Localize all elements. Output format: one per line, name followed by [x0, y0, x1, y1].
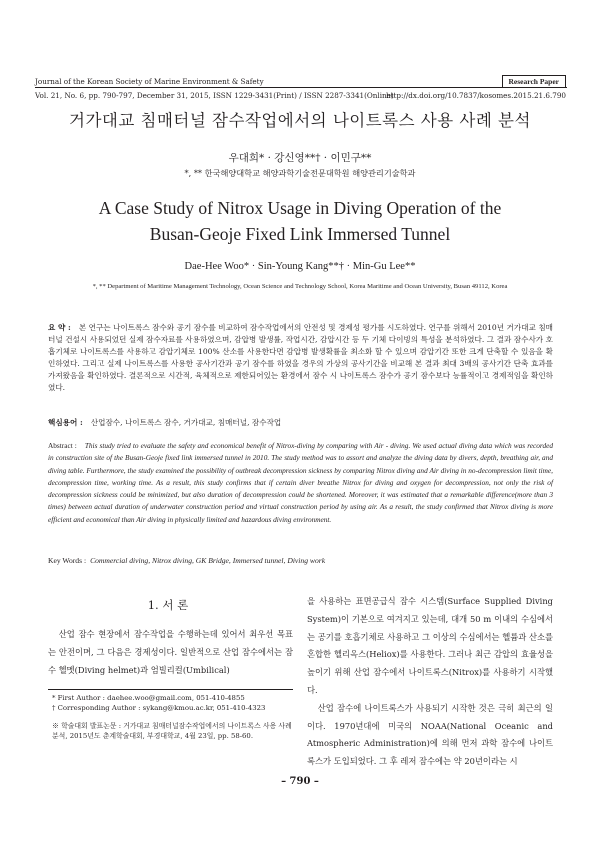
abstract-korean — [48, 322, 553, 395]
footnote-first-author: * First Author : daehee.woo@gmail.com, 051-410-4855 — [52, 694, 245, 702]
footnote-corresponding-author: † Corresponding Author : sykang@kmou.ac.kr, 051-410-4323 — [52, 704, 266, 712]
page-number: – 790 – — [281, 776, 319, 787]
abstract-english-label: Abstract : — [48, 441, 77, 450]
header-rule-top — [35, 87, 567, 88]
keywords-english — [48, 556, 553, 565]
research-paper-badge: Research Paper — [502, 75, 566, 88]
keywords-korean — [48, 417, 553, 428]
footnote-gap — [52, 713, 292, 721]
abstract-korean-label: 요 약 : — [48, 323, 71, 332]
keywords-korean-text: 산업잠수, 나이트록스 잠수, 거가대교, 침매터널, 잠수작업 — [90, 418, 282, 427]
title-english-line2: Busan-Geoje Fixed Link Immersed Tunnel — [149, 224, 451, 244]
abstract-korean-text: 본 연구는 나이트록스 잠수와 공기 잠수를 비교하여 잠수작업에서의 안전성 및 경제성 평가를 시도하였다. 연구를 위해서 2010년 거가대교 침매터널 건설시 사용되었던 실제 잠수자료를 사용하였으며, 감압병 발생률, 작업시간, 감압시간 등 두 기체 다이빙의 특성을 분석하였다. 그 결과 잠수사가 호흡기체로 나이트록스를 사용하고 감압기체로 100% 산소를 사용한다면 감압병 발생확률을 최소화 할 수 있으며 감압기간 또한 크게 단축할 수 있음을 확인하였다. 그리고 실제 나이트록스를 사용한 공사기간과 공기 잠수를 하였을 경우의 가상의 공사기간을 비교해 본 결과 최대 3배의 공사기간 단축 효과를 가져왔음을 확인하였다. 결론적으로 시간적, 육체적으로 제한되어있는 환경에서 잠수 시 나이트록스 잠수가 공기 잠수보다 능률적이고 경제적임을 확인하였다. — [48, 323, 554, 393]
authors-korean: 우대희* · 강신영**† · 이민구** — [228, 152, 372, 164]
body-paragraph: 산업 잠수 현장에서 잠수작업을 수행하는데 있어서 최우선 목표는 안전이며, 그 다음은 경제성이다. 일반적으로 산업 잠수에서는 잠수 헬멧(Diving helmet)과 엄빌리컬(Umbilical) — [48, 629, 293, 675]
title-korean: 거가대교 침매터널 잠수작업에서의 나이트록스 사용 사례 분석 — [69, 111, 531, 130]
footnote-conference: ※ 학술대회 발표논문 : 거가대교 침매터널잠수작업에서의 나이트록스 사용 사례 분석, 2015년도 춘계학술대회, 부경대학교, 4월 23일, pp. 58-60. — [52, 722, 292, 740]
footnotes — [52, 693, 292, 741]
doi-link[interactable]: http://dx.doi.org/10.7837/kosomes.2015.21.6.790 — [386, 91, 566, 100]
abstract-english-text: This study tried to evaluate the safety and economical benefit of Nitrox-diving by comparing with Air - diving. We used actual diving data which was recorded in construction site of the Busan-Geoje fixed link immersed tunnel in 2010. The study method was to assort and analyze the diving data by divers, depth, breathing air, and diving table. Furthermore, the study examined the possibility of outbreak decompression sickness by comparing Nitrox diving and Air diving in no-decompression limit time, decompression time, working time. As a result, this study confirms that if certain diver breathe Nitrox for diving and oxygen for decompression, not only the risk of decompression sickness could be minimized, but also duration of decompression could be shortened. Moreover, it was estimated that a remarkable difference(more than 3 times) between actual duration of underwater construction period and virtual construction period by using air. As a result, the study confirmed that Nitrox diving is more efficient and economical than Air diving in physically limited and hazardous diving environment. — [48, 441, 553, 524]
body-column-left — [48, 626, 293, 679]
body-paragraph: 산업 잠수에 나이트록스가 사용되기 시작한 것은 극히 최근의 일이다. 1970년대에 미국의 NOAA(National Oceanic and Atmospheric Administration)에 의해 먼저 과학 잠수에 나이트록스가 도입되었다. 그 후 레저 잠수에는 약 20년이라는 시 — [307, 702, 553, 767]
volume-info: Vol. 21, No. 6, pp. 790-797, December 31, 2015, ISSN 1229-3431(Print) / ISSN 2287-3341(Online) — [35, 91, 394, 100]
title-english-line1: A Case Study of Nitrox Usage in Diving Operation of the — [98, 198, 502, 218]
body-column-right — [307, 593, 553, 771]
footnote-rule — [48, 689, 293, 690]
keywords-korean-label: 핵심용어 : — [48, 418, 83, 427]
abstract-english — [48, 440, 553, 526]
body-paragraph: 을 사용하는 표면공급식 잠수 시스템(Surface Supplied Diving System)이 기본으로 여겨지고 있는데, 대개 50 m 이내의 수심에서는 공기를 호흡기체로 사용하고 그 이상의 수심에서는 헬륨과 산소를 혼합한 헬리옥스(Heliox)를 사용한다. 그러나 최근 감압의 효율성을 높이기 위해 산업 잠수에서 나이트록스(Nitrox)를 사용하기 시작했다. — [307, 596, 553, 695]
journal-name: Journal of the Korean Society of Marine Environment & Safety — [35, 77, 264, 86]
keywords-english-text: Commercial diving, Nitrox diving, GK Bridge, Immersed tunnel, Diving work — [90, 556, 326, 565]
section-heading-introduction: 1. 서 론 — [147, 598, 189, 612]
affiliation-english: *, ** Department of Maritime Management Technology, Ocean Science and Technology School, Korea Maritime and Ocean University, Busan 49112, Korea — [92, 283, 508, 290]
authors-english: Dae-Hee Woo* · Sin-Young Kang**† · Min-Gu Lee** — [184, 261, 416, 272]
affiliation-korean: *, ** 한국해양대학교 해양과학기술전문대학원 해양관리기술학과 — [184, 168, 416, 178]
keywords-english-label: Key Words : — [48, 556, 87, 565]
